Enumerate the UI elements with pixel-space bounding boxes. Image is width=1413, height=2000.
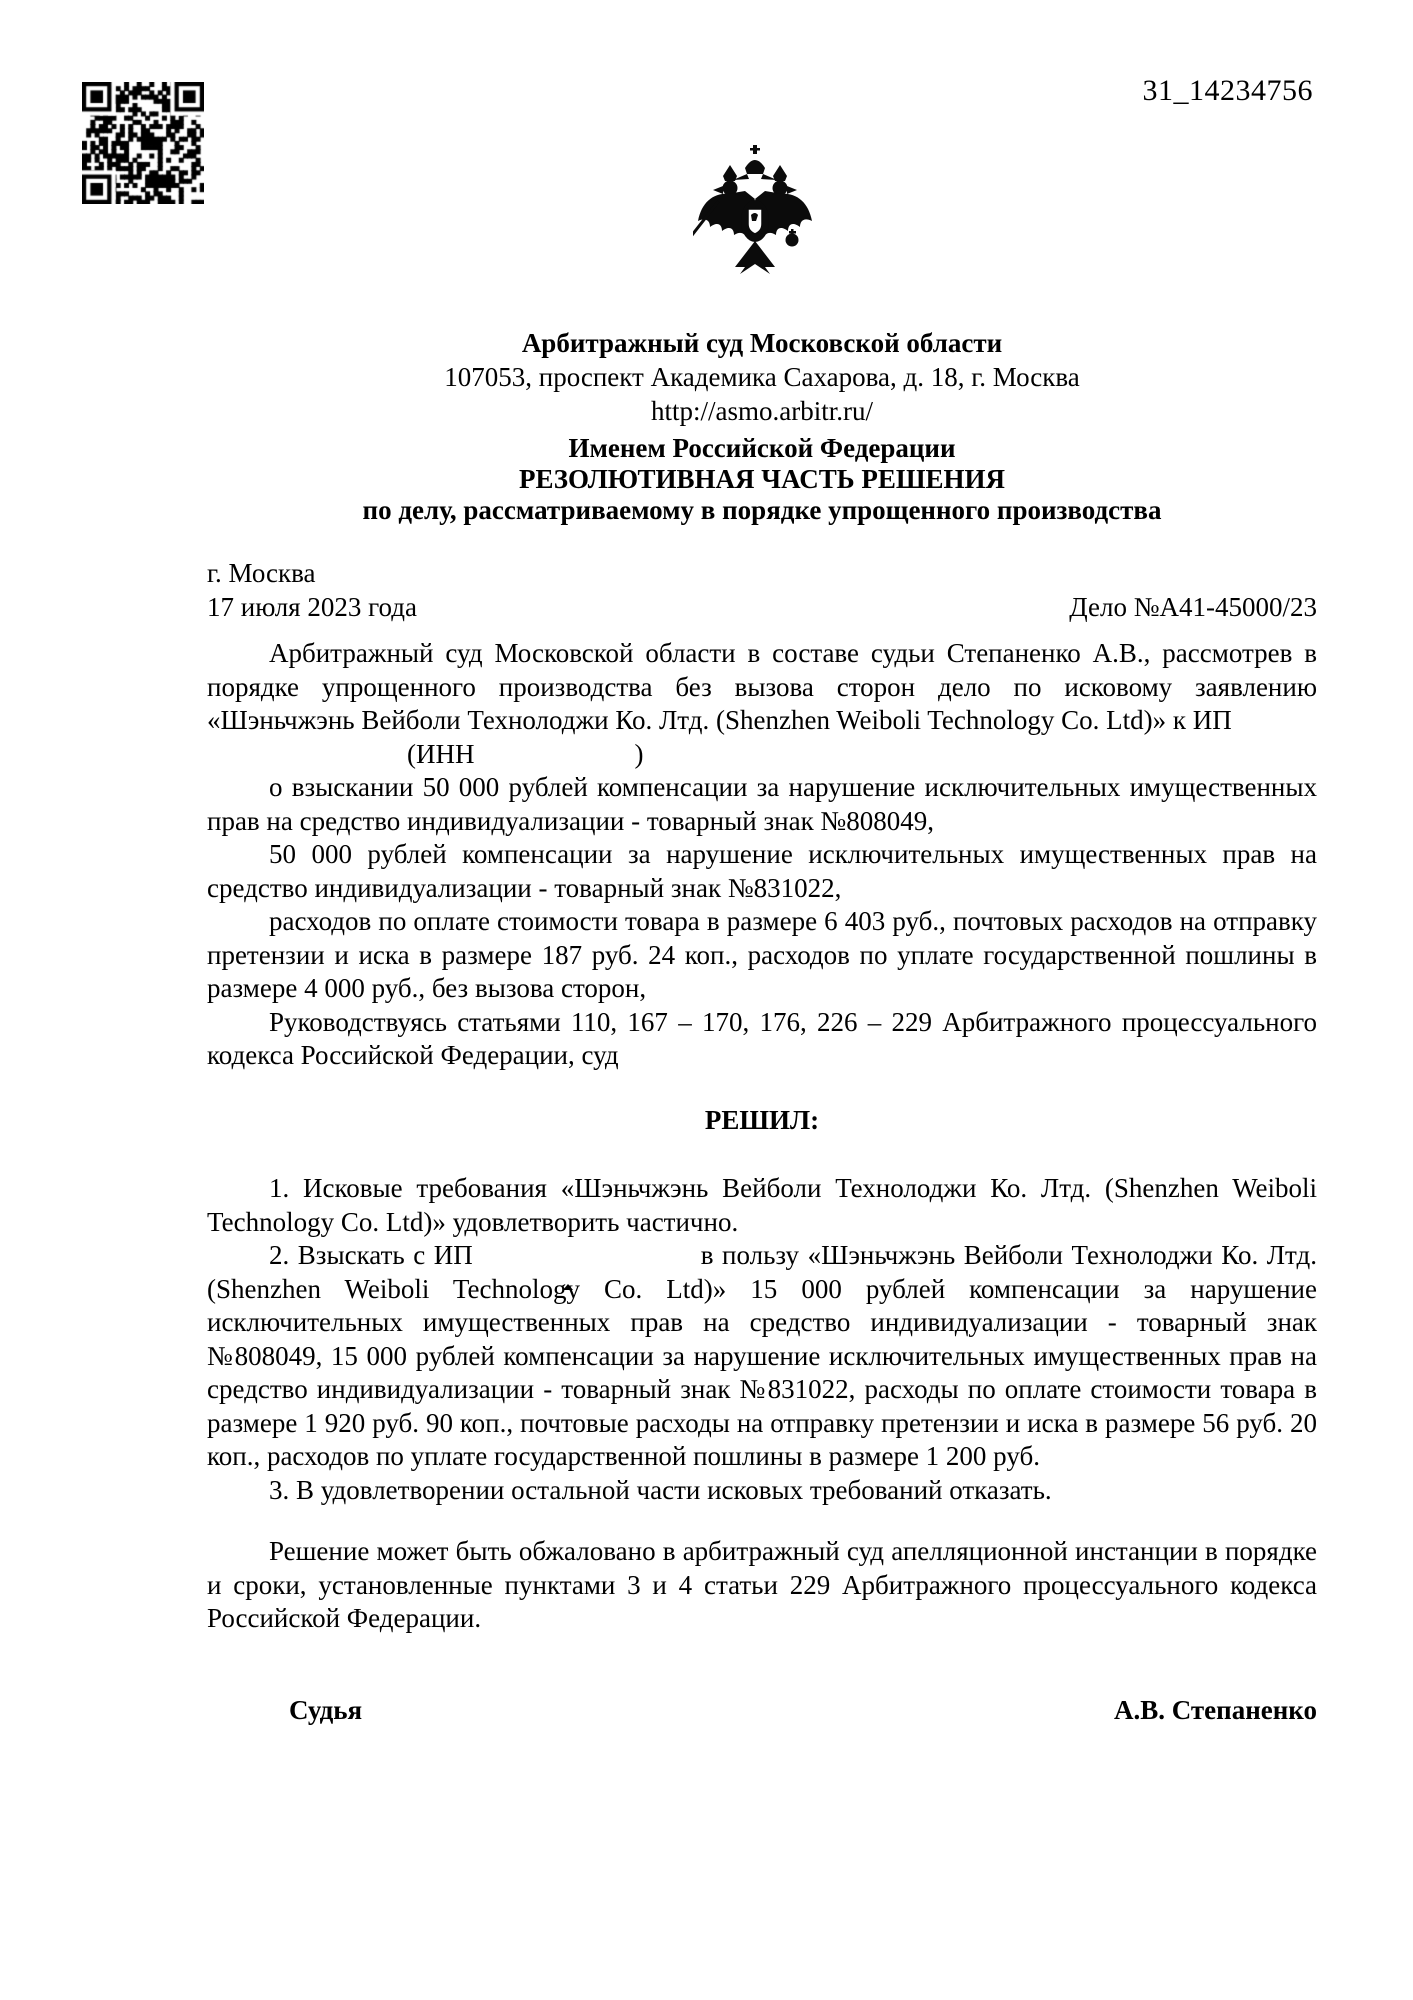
paragraph-inn-redacted bbox=[207, 738, 1317, 772]
resolution-item-2 bbox=[207, 1239, 1317, 1474]
item2-prefix: 2. Взыскать с ИП bbox=[269, 1240, 473, 1270]
place-line: г. Москва bbox=[207, 558, 316, 588]
qr-code-icon bbox=[82, 82, 204, 204]
document-content bbox=[207, 0, 1317, 1727]
title-in-the-name: Именем Российской Федерации bbox=[568, 433, 956, 463]
court-header bbox=[207, 326, 1317, 428]
item2-suffix: в пользу «Шэньчжэнь Вейболи Технолоджи Ко. Лтд. (Shenzhen Weiboli Technology Co. Ltd)» 15 000 рублей компенсации за нарушение исключительных имущественных прав на средство индивидуализации - товарный знак №808049, 15 000 рублей компенсации за нарушение исключительных имущественных прав на средство индивидуализации - товарный знак №831022, расходы по оплате стоимости товара в размере 1 920 руб. 90 коп., почтовые расходы на отправку претензии и иска в размере 56 руб. 20 коп., расходов по уплате государственной пошлины в размере 1 200 руб. bbox=[207, 1240, 1317, 1471]
document-number: 31_14234756 bbox=[1142, 74, 1313, 107]
paragraph-intro: Арбитражный суд Московской области в составе судьи Степаненко А.В., рассмотрев в порядке упрощенного производства без вызова сторон дело по исковому заявлению «Шэньчжэнь Вейболи Технолоджи Ко. Лтд. (Shenzhen Weiboli Technology Co. Ltd)» к ИП bbox=[207, 638, 1317, 735]
paragraph-guided-by: Руководствуясь статьями 110, 167 – 170, 176, 226 – 229 Арбитражного процессуального кодекса Российской Федерации, суд bbox=[207, 1006, 1317, 1070]
resolution-item-1: 1. Исковые требования «Шэньчжэнь Вейболи Технолоджи Ко. Лтд. (Shenzhen Weiboli Technology Co. Ltd)» удовлетворить частично. bbox=[207, 1173, 1317, 1237]
date-case-row bbox=[207, 591, 1317, 625]
paragraph-costs: расходов по оплате стоимости товара в размере 6 403 руб., почтовых расходов на отправку претензии и иска в размере 187 руб. 24 коп., расходов по уплате государственной пошлины в размере 4 000 руб., без вызова сторон, bbox=[207, 906, 1317, 1003]
court-name: Арбитражный суд Московской области bbox=[521, 328, 1003, 358]
title-simplified-procedure: по делу, рассматриваемому в порядке упрощенного производства bbox=[362, 495, 1162, 525]
judge-label: Судья bbox=[289, 1694, 363, 1725]
title-operative-part: РЕЗОЛЮТИВНАЯ ЧАСТЬ РЕШЕНИЯ bbox=[518, 464, 1006, 494]
appeal-paragraph: Решение может быть обжаловано в арбитражный суд апелляционной инстанции в порядке и сроки, установленные пунктами 3 и 4 статьи 229 Арбитражного процессуального кодекса Российской Федерации. bbox=[207, 1536, 1317, 1633]
paragraph-claim-831022: 50 000 рублей компенсации за нарушение исключительных имущественных прав на средство индивидуализации - товарный знак №831022, bbox=[207, 839, 1317, 903]
appeal-notice bbox=[207, 1535, 1317, 1636]
court-address: 107053, проспект Академика Сахарова, д. 18, г. Москва bbox=[444, 362, 1080, 392]
decision-title bbox=[207, 433, 1317, 526]
resolution-item-3: 3. В удовлетворении остальной части исковых требований отказать. bbox=[269, 1474, 1052, 1505]
judge-name: А.В. Степаненко bbox=[1113, 1694, 1317, 1725]
decision-date: 17 июля 2023 года bbox=[207, 591, 417, 622]
decision-body bbox=[207, 637, 1317, 1073]
inn-close-paren: ) bbox=[634, 738, 644, 769]
paragraph-claim-808049: о взыскании 50 000 рублей компенсации за нарушение исключительных имущественных прав на средство индивидуализации - товарный знак №808049, bbox=[207, 772, 1317, 836]
resolution-items bbox=[207, 1172, 1317, 1507]
redaction-artifact-mark bbox=[563, 1284, 573, 1290]
court-website: http://asmo.arbitr.ru/ bbox=[651, 396, 873, 426]
signature-row bbox=[207, 1694, 1317, 1728]
case-number: Дело №А41-45000/23 bbox=[1069, 591, 1317, 622]
inn-label: (ИНН bbox=[407, 738, 475, 769]
resolution-heading: РЕШИЛ: bbox=[704, 1104, 820, 1135]
